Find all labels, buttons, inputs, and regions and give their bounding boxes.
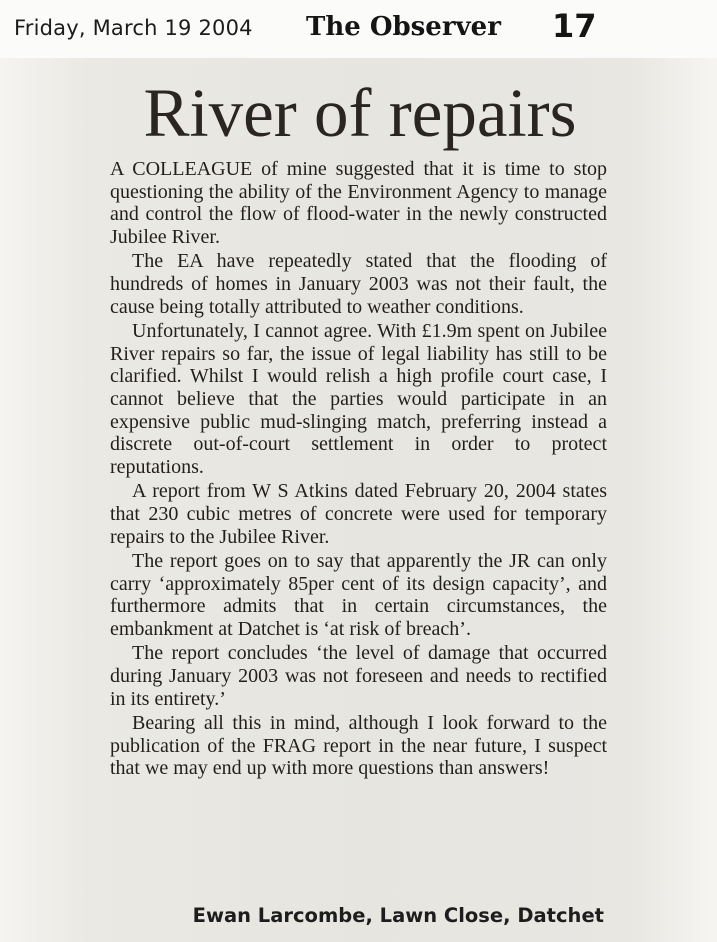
article-paragraph-3: Unfortunately, I cannot agree. With £1.9m spent on Jubilee River repairs so far, the issue of legal liability has still to be clarified. Whilst I would relish a high profile court case, I cannot believe that the parties would participate in an expensive public mud-slinging match, preferring instead a discrete out-of-court settlement in order to protect reputations. (110, 319, 607, 479)
article-paragraph-2: The EA have repeatedly stated that the flooding of hundreds of homes in January 2003 was not their fault, the cause being totally attributed to weather conditions. (110, 250, 607, 318)
article-paragraph-5: The report goes on to say that apparently the JR can only carry ‘approximately 85per cent of its design capacity’, and furthermore admits that in certain circumstances, the embankment at Datchet is ‘at risk of breach’. (110, 549, 607, 641)
author-signature: Ewan Larcombe, Lawn Close, Datchet (192, 904, 604, 927)
article-paragraph-6: The report concludes ‘the level of damage that occurred during January 2003 was not foreseen and needs to rectified in its entirety.’ (110, 642, 607, 710)
page-number: 17 (552, 7, 597, 45)
newspaper-name: The Observer (306, 12, 501, 42)
article-body (110, 158, 607, 781)
article-headline: River of repairs (143, 75, 577, 151)
issue-date: Friday, March 19 2004 (14, 16, 253, 40)
article-paragraph-1: A COLLEAGUE of mine suggested that it is time to stop questioning the ability of the Environment Agency to manage and control the flow of flood-water in the newly constructed Jubilee River. (110, 158, 607, 249)
masthead (0, 0, 717, 58)
article-paragraph-4: A report from W S Atkins dated February 20, 2004 states that 230 cubic metres of concrete were used for temporary repairs to the Jubilee River. (110, 480, 607, 548)
article-paragraph-7: Bearing all this in mind, although I look forward to the publication of the FRAG report in the near future, I suspect that we may end up with more questions than answers! (110, 711, 607, 780)
